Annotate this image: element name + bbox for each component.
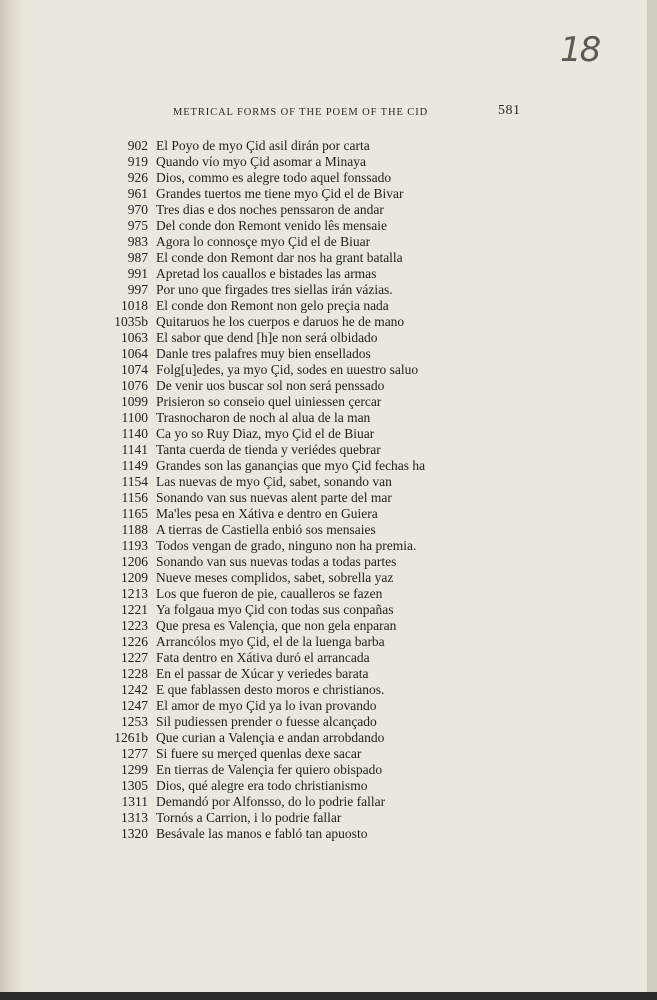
verse-text: En tierras de Valençia fer quiero obispado xyxy=(156,762,383,777)
verse-number: 1227 xyxy=(121,650,148,665)
verse-number: 1221 xyxy=(121,602,148,617)
verse-text: Demandó por Alfonsso, do lo podrie fallar xyxy=(156,794,386,809)
verse-number: 1188 xyxy=(121,522,148,537)
verse-text: Tanta cuerda de tienda y veriédes quebrar xyxy=(156,442,381,457)
verse-text: Todos vengan de grado, ninguno non ha premia. xyxy=(156,538,417,553)
verse-number: 961 xyxy=(127,186,148,201)
verse-number: 1156 xyxy=(121,490,148,505)
verse-number: 1253 xyxy=(121,714,148,729)
verse-line xyxy=(98,698,498,714)
verse-text: Ma'les pesa en Xátiva e dentro en Guiera xyxy=(156,506,378,521)
verse-number: 1035b xyxy=(114,314,148,329)
verse-text: El Poyo de myo Çid asil dirán por carta xyxy=(156,138,370,153)
verse-line xyxy=(98,826,498,842)
verse-text: Prisieron so conseio quel uiniessen çercar xyxy=(156,394,382,409)
verse-text: Danle tres palafres muy bien ensellados xyxy=(156,346,371,361)
verse-line xyxy=(98,458,498,474)
verse-line xyxy=(98,154,498,170)
verse-line xyxy=(98,730,498,746)
verse-line xyxy=(98,682,498,698)
verse-number: 1206 xyxy=(121,554,148,569)
verse-number: 926 xyxy=(127,170,148,185)
verse-number: 1320 xyxy=(121,826,148,841)
verse-number: 997 xyxy=(127,282,148,297)
verse-number: 991 xyxy=(127,266,148,281)
verse-number: 975 xyxy=(127,218,148,233)
verse-text: Besávale las manos e fabló tan apuosto xyxy=(156,826,368,841)
verse-text: Que curian a Valençia e andan arrobdando xyxy=(156,730,385,745)
verse-text: Ya folgaua myo Çid con todas sus conpañas xyxy=(156,602,394,617)
verse-text: Nueve meses complidos, sabet, sobrella yaz xyxy=(156,570,394,585)
verse-line xyxy=(98,250,498,266)
verse-line xyxy=(98,362,498,378)
verse-text: Sil pudiessen prender o fuesse alcançado xyxy=(156,714,377,729)
verse-line xyxy=(98,138,498,154)
verse-text: Ca yo so Ruy Diaz, myo Çid el de Biuar xyxy=(156,426,375,441)
verse-line xyxy=(98,330,498,346)
verse-number: 919 xyxy=(127,154,148,169)
verse-text: Por uno que firgades tres siellas irán vázias. xyxy=(156,282,393,297)
verse-line xyxy=(98,170,498,186)
verse-number: 1261b xyxy=(114,730,148,745)
verse-line xyxy=(98,810,498,826)
verse-number: 1213 xyxy=(121,586,148,601)
verse-text: Si fuere su merçed quenlas dexe sacar xyxy=(156,746,362,761)
verse-number: 1242 xyxy=(121,682,148,697)
verse-number: 1226 xyxy=(121,634,148,649)
verse-line xyxy=(98,394,498,410)
verse-text: Grandes son las ganançias que myo Çid fechas ha xyxy=(156,458,426,473)
verse-text: Los que fueron de pie, caualleros se fazen xyxy=(156,586,383,601)
verse-number: 1277 xyxy=(121,746,148,761)
verse-line xyxy=(98,538,498,554)
verse-number: 1193 xyxy=(121,538,148,553)
verse-number: 1063 xyxy=(121,330,148,345)
verse-line xyxy=(98,490,498,506)
verse-number: 1305 xyxy=(121,778,148,793)
verse-line xyxy=(98,442,498,458)
verse-number: 1165 xyxy=(121,506,148,521)
verse-text: Sonando van sus nuevas alent parte del mar xyxy=(156,490,392,505)
verse-line xyxy=(98,410,498,426)
verse-number: 1076 xyxy=(121,378,148,393)
verse-text: Quando vío myo Çid asomar a Minaya xyxy=(156,154,366,169)
verse-line xyxy=(98,602,498,618)
verse-number: 1064 xyxy=(121,346,148,361)
verse-text: El conde don Remont non gelo preçia nada xyxy=(156,298,389,313)
verse-number: 902 xyxy=(127,138,148,153)
verse-line xyxy=(98,186,498,202)
verse-line xyxy=(98,378,498,394)
bottom-edge xyxy=(0,992,657,1000)
verse-line xyxy=(98,714,498,730)
verse-number: 987 xyxy=(127,250,148,265)
verse-number: 1100 xyxy=(121,410,148,425)
verse-text: El sabor que dend [h]e non será olbidado xyxy=(156,330,378,345)
verse-text: Sonando van sus nuevas todas a todas partes xyxy=(156,554,397,569)
verse-line xyxy=(98,314,498,330)
verse-number: 1223 xyxy=(121,618,148,633)
verse-list xyxy=(98,138,498,842)
verse-number: 970 xyxy=(127,202,148,217)
verse-text: Del conde don Remont venido lês mensaie xyxy=(156,218,387,233)
verse-number: 1141 xyxy=(121,442,148,457)
verse-number: 1140 xyxy=(121,426,148,441)
verse-text: Dios, commo es alegre todo aquel fonssado xyxy=(156,170,392,185)
verse-number: 983 xyxy=(127,234,148,249)
verse-line xyxy=(98,426,498,442)
verse-text: Agora lo connosçe myo Çid el de Biuar xyxy=(156,234,371,249)
gutter-shadow xyxy=(0,0,26,1000)
verse-line xyxy=(98,554,498,570)
verse-text: Grandes tuertos me tiene myo Çid el de Bivar xyxy=(156,186,404,201)
verse-number: 1247 xyxy=(121,698,148,713)
verse-line xyxy=(98,218,498,234)
verse-line xyxy=(98,570,498,586)
verse-number: 1209 xyxy=(121,570,148,585)
verse-text: Quitaruos he los cuerpos e daruos he de mano xyxy=(156,314,405,329)
verse-number: 1299 xyxy=(121,762,148,777)
verse-line xyxy=(98,778,498,794)
handwritten-page-mark: 18 xyxy=(560,30,600,70)
verse-line xyxy=(98,794,498,810)
verse-line xyxy=(98,650,498,666)
verse-number: 1074 xyxy=(121,362,148,377)
verse-number: 1154 xyxy=(121,474,148,489)
verse-text: Fata dentro en Xátiva duró el arrancada xyxy=(156,650,370,665)
verse-number: 1228 xyxy=(121,666,148,681)
verse-text: El conde don Remont dar nos ha grant batalla xyxy=(156,250,403,265)
verse-line xyxy=(98,634,498,650)
verse-line xyxy=(98,522,498,538)
verse-number: 1311 xyxy=(121,794,148,809)
verse-line xyxy=(98,506,498,522)
verse-text: Trasnocharon de noch al alua de la man xyxy=(156,410,371,425)
page-edge xyxy=(647,0,657,1000)
verse-number: 1149 xyxy=(121,458,148,473)
verse-text: A tierras de Castiella enbió sos mensaies xyxy=(156,522,376,537)
verse-line xyxy=(98,762,498,778)
verse-text: E que fablassen desto moros e christianos. xyxy=(156,682,385,697)
verse-text: Arrancólos myo Çid, el de la luenga barba xyxy=(156,634,385,649)
verse-number: 1313 xyxy=(121,810,148,825)
running-head: METRICAL FORMS OF THE POEM OF THE CID xyxy=(173,107,429,118)
verse-line xyxy=(98,746,498,762)
verse-line xyxy=(98,266,498,282)
verse-text: Las nuevas de myo Çid, sabet, sonando van xyxy=(156,474,392,489)
verse-text: Tornós a Carrion, i lo podrie fallar xyxy=(156,810,342,825)
verse-text: Que presa es Valençia, que non gela enparan xyxy=(156,618,397,633)
verse-line xyxy=(98,474,498,490)
verse-text: En el passar de Xúcar y veriedes barata xyxy=(156,666,369,681)
verse-line xyxy=(98,282,498,298)
verse-text: Tres dias e dos noches penssaron de andar xyxy=(156,202,384,217)
verse-line xyxy=(98,666,498,682)
verse-text: Folg[u]edes, ya myo Çid, sodes en uuestro saluo xyxy=(156,362,419,377)
verse-text: Apretad los cauallos e bistades las armas xyxy=(156,266,377,281)
verse-text: De venir uos buscar sol non será penssado xyxy=(156,378,385,393)
verse-text: El amor de myo Çid ya lo ivan provando xyxy=(156,698,377,713)
verse-text: Dios, qué alegre era todo christianismo xyxy=(156,778,368,793)
verse-number: 1099 xyxy=(121,394,148,409)
page-number: 581 xyxy=(498,103,521,118)
verse-number: 1018 xyxy=(121,298,148,313)
verse-line xyxy=(98,346,498,362)
verse-line xyxy=(98,234,498,250)
verse-line xyxy=(98,298,498,314)
verse-line xyxy=(98,618,498,634)
verse-line xyxy=(98,586,498,602)
verse-line xyxy=(98,202,498,218)
